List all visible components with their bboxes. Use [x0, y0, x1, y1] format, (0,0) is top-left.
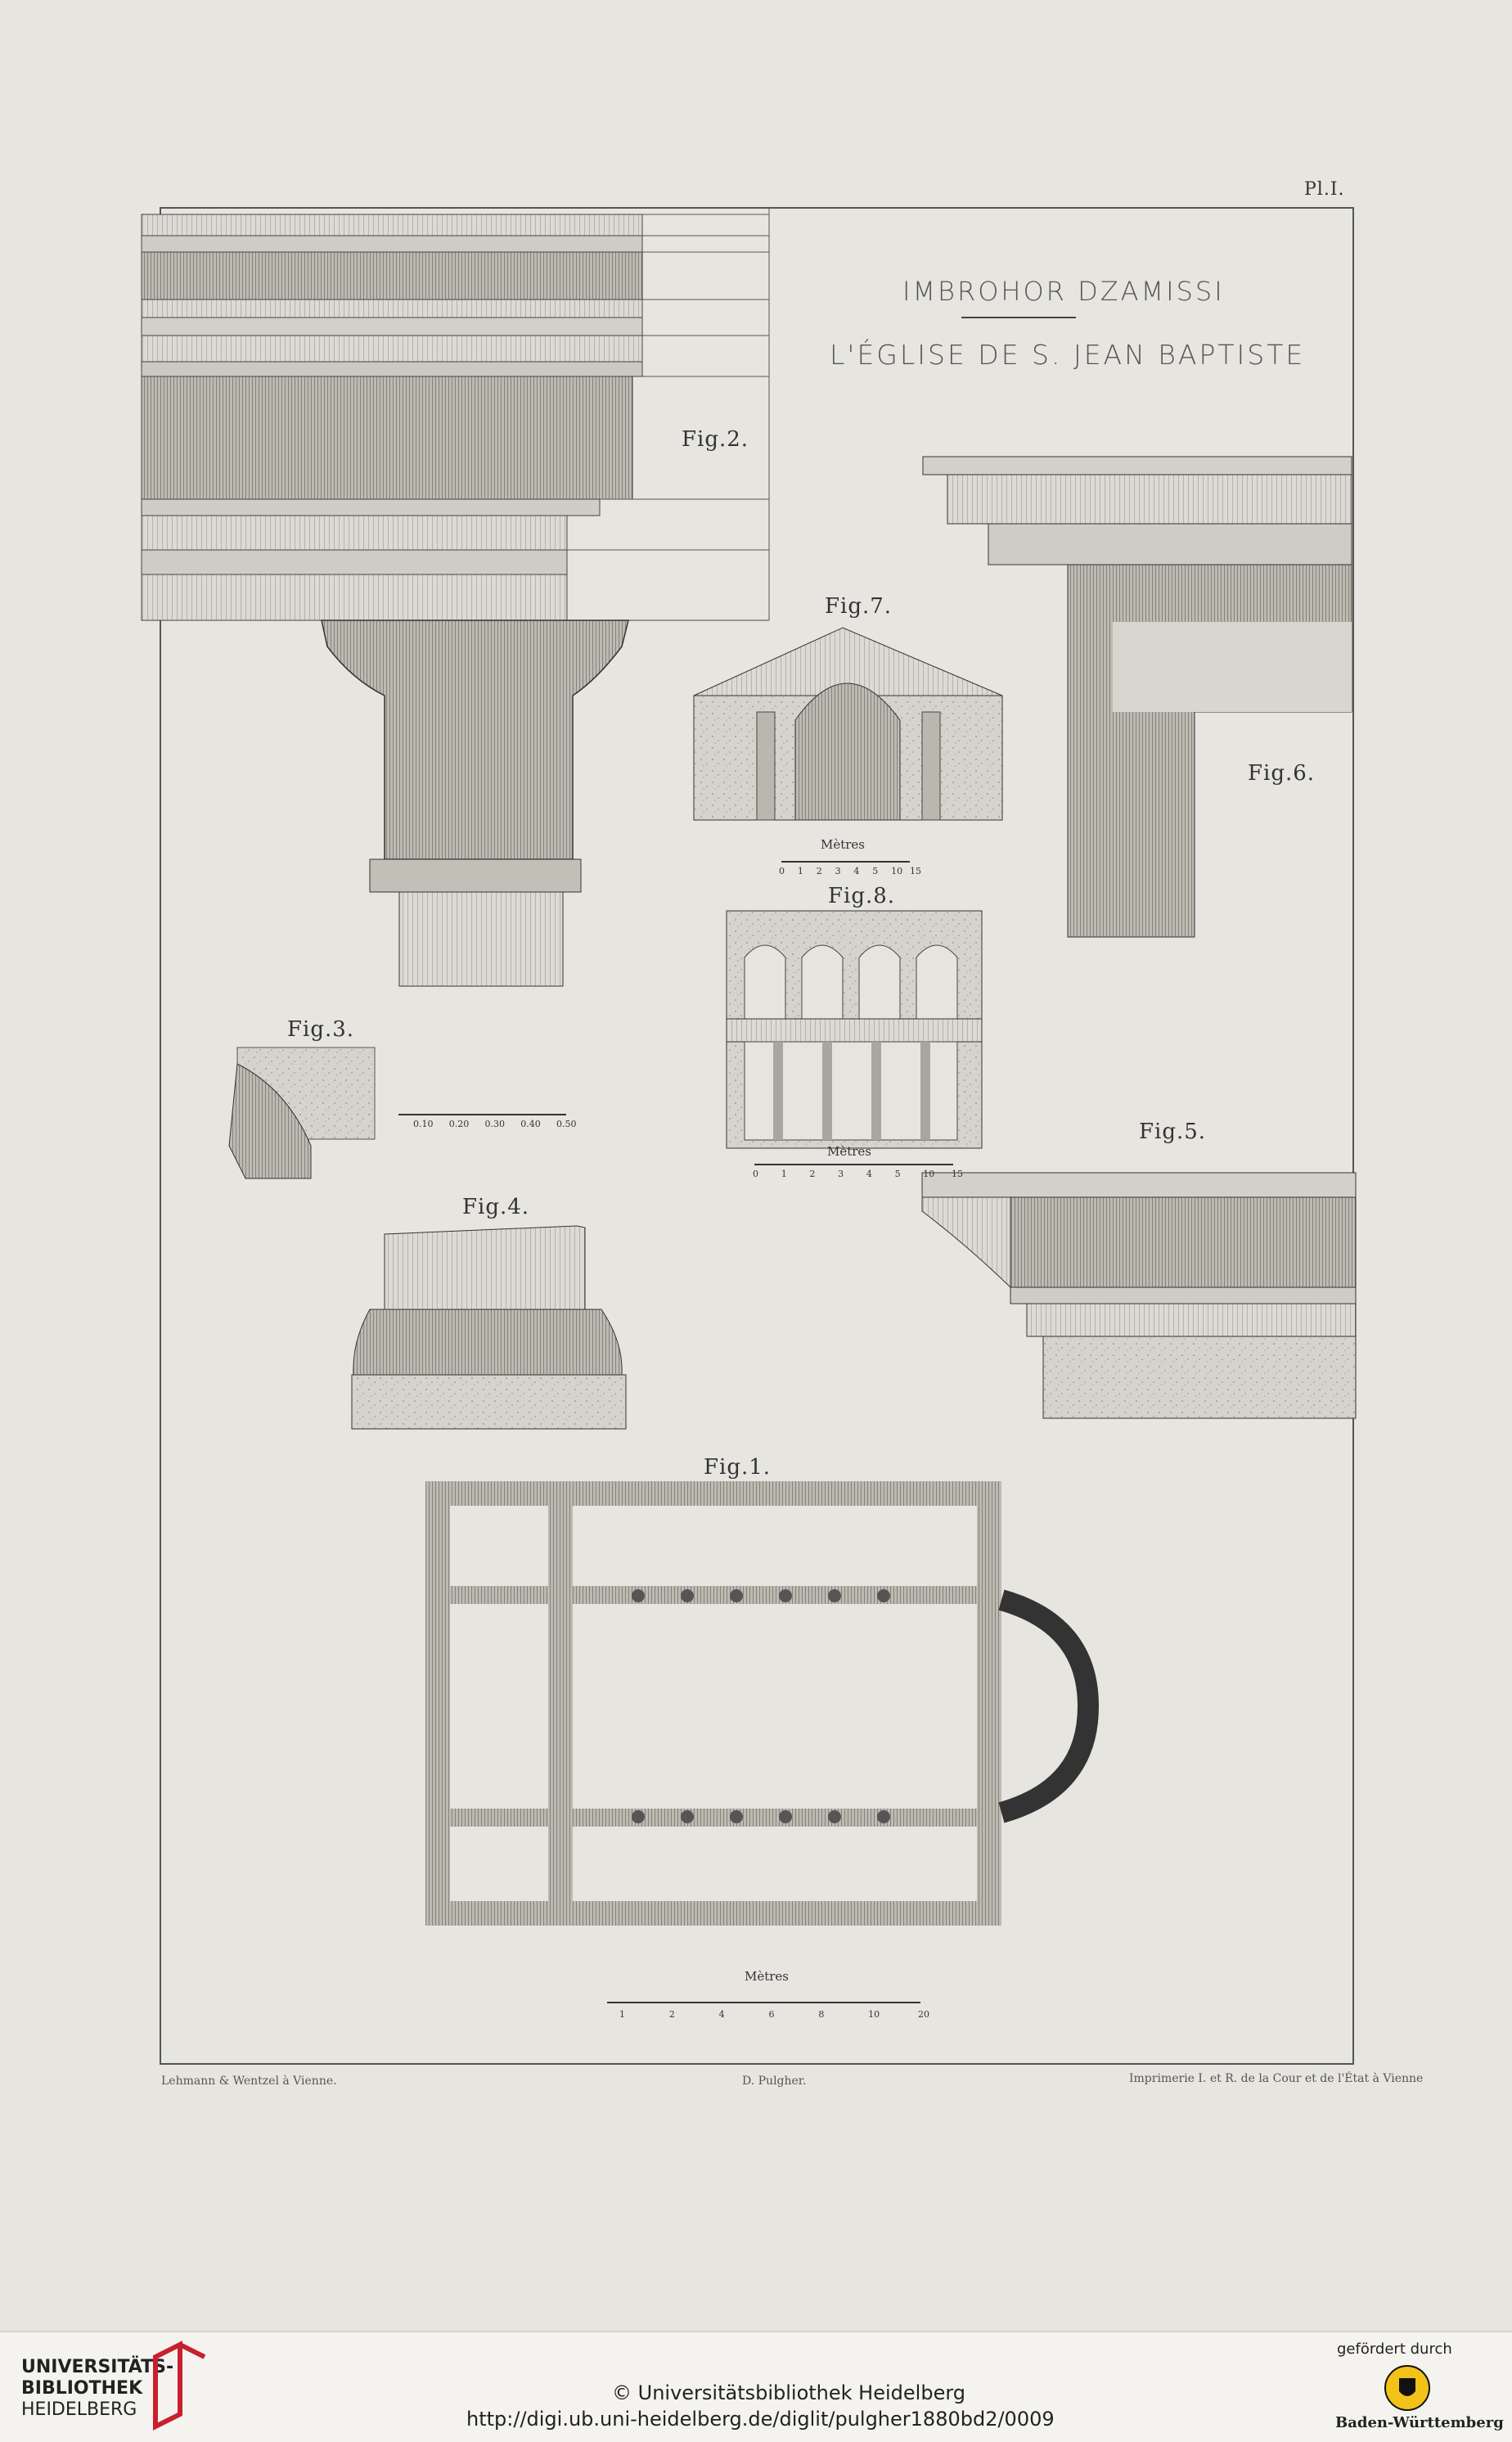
fig1-scale-label: Mètres — [745, 1969, 790, 1984]
plate-number: Pl.I. — [1304, 179, 1345, 200]
scale-tick-label: 5 — [894, 1169, 901, 1179]
library-name-line-1: UNIVERSITÄTS- — [21, 2357, 174, 2377]
scale-tick-label: 1 — [797, 866, 803, 876]
fig1-plan-drawing — [425, 1481, 1088, 1926]
scale-tick-label: 0.10 — [413, 1119, 434, 1129]
copyright-text: © Universitätsbibliothek Heidelberg — [612, 2381, 966, 2404]
scale-tick-label: 5 — [872, 866, 879, 876]
scale-tick-label: 4 — [718, 2009, 725, 2020]
scale-tick-label: 10 — [923, 1169, 935, 1179]
fig8-scale-label: Mètres — [827, 1144, 872, 1159]
scale-tick-label: 2 — [668, 2009, 675, 2020]
library-name-line-3: HEIDELBERG — [21, 2399, 137, 2420]
scale-tick-label: 0 — [779, 866, 785, 876]
scale-tick-label: 2 — [816, 866, 822, 876]
scale-tick-label: 0.30 — [484, 1119, 505, 1129]
scale-tick-label: 10 — [868, 2009, 880, 2020]
library-logo-icon — [147, 2341, 213, 2431]
scale-tick-label: 0 — [753, 1169, 758, 1179]
scale-tick-label: 15 — [910, 866, 921, 876]
fig2-label: Fig.2. — [682, 427, 749, 452]
fig8-arcade-drawing — [727, 911, 982, 1148]
fig4-column-base-drawing — [352, 1226, 626, 1429]
fig7-scale-label: Mètres — [821, 837, 866, 852]
scale-tick-label: 1 — [619, 2009, 625, 2020]
scale-tick-label: 0.50 — [556, 1119, 577, 1129]
sponsor-name: Baden-Württemberg — [1335, 2414, 1504, 2431]
scale-tick-label: 6 — [768, 2009, 775, 2020]
fig3-fragment-drawing — [229, 1048, 375, 1178]
scale-tick-label: 0.20 — [448, 1119, 470, 1129]
fig7-label: Fig.7. — [825, 594, 893, 619]
scale-tick-label: 3 — [838, 1169, 844, 1179]
library-name-line-2: BIBLIOTHEK — [21, 2378, 143, 2399]
scale-tick-label: 4 — [866, 1169, 872, 1179]
fig7-section-drawing — [694, 628, 1002, 820]
credit-author: D. Pulgher. — [742, 2075, 807, 2088]
scale-tick-label: 1 — [781, 1169, 787, 1179]
credit-printer: Imprimerie I. et R. de la Cour et de l'État à Vienne — [1129, 2072, 1424, 2085]
fig4-label: Fig.4. — [462, 1195, 530, 1219]
scale-tick-label: 4 — [853, 866, 860, 876]
scale-tick-label: 15 — [952, 1169, 963, 1179]
scale-tick-label: 2 — [809, 1169, 816, 1179]
credit-engraver: Lehmann & Wentzel à Vienne. — [161, 2075, 337, 2088]
scale-tick-label: 10 — [891, 866, 903, 876]
library-footer — [0, 2331, 1512, 2442]
fig5-label: Fig.5. — [1139, 1120, 1207, 1144]
plate-title-line-2: L'ÉGLISE DE S. JEAN BAPTISTE — [830, 339, 1306, 371]
fig5-cornice-drawing — [922, 1173, 1356, 1418]
fig6-label: Fig.6. — [1248, 761, 1316, 786]
sponsor-label: gefördert durch — [1337, 2341, 1452, 2358]
scale-tick-label: 0.40 — [520, 1119, 541, 1129]
baden-wuerttemberg-crest-icon — [1383, 2363, 1432, 2413]
plate-title-line-1: IMBROHOR DZAMISSI — [902, 276, 1225, 307]
scale-tick-label: 20 — [918, 2009, 929, 2020]
fig8-label: Fig.8. — [828, 884, 896, 908]
capital-drawing — [322, 620, 628, 986]
fig2-entablature-drawing — [142, 207, 769, 620]
fig1-label: Fig.1. — [704, 1455, 772, 1480]
scale-tick-label: 8 — [818, 2009, 825, 2020]
permalink[interactable]: http://digi.ub.uni-heidelberg.de/diglit/pulgher1880bd2/0009 — [466, 2408, 1055, 2431]
fig3-label: Fig.3. — [287, 1017, 355, 1042]
scale-tick-label: 3 — [835, 866, 841, 876]
